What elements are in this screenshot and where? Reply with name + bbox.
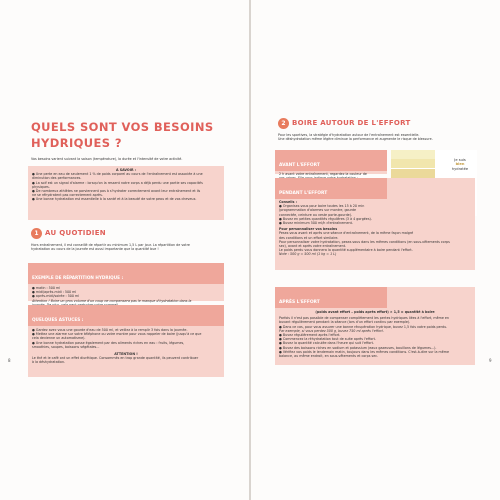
section-number-2: 2 xyxy=(278,118,289,129)
left-page xyxy=(0,0,249,500)
section-number-1: 1 xyxy=(31,228,42,239)
section-title-quotidien: AU QUOTIDIEN xyxy=(45,229,106,237)
page-number-right: 9 xyxy=(489,358,492,363)
page-title-line1: QUELS SONT VOS BESOINS xyxy=(31,120,214,134)
page-number-left: 8 xyxy=(8,358,11,363)
pendant-box: PENDANT L'EFFORT Conseils : ● Organisez-vous pour boire toutes les 15 à 20 min (programmation d'alarmes sur montre, gourde connectée, ceinture ou veste porte-gourde). ● Buvez en petites quantités régulières (3 à 4 gorgées). ● Buvez minimum 500 ml/h d'entraînement. Pour personnaliser vos besoins Pesez-vous avant et après une séance d'entraînement, de la même façon malgré des conditions et un effort similaire. Pour personnaliser votre hydratation, pesez-vous dans les mêmes conditions (en sous-vêtements corps sec), avant et après votre entraînement. Le poids perdu vous donnera la quantité supplémentaire à boire pendant l'effort. Note : 500 g = 500 ml (1 kg = 1 L) xyxy=(275,178,475,270)
tips-box-title: QUELQUES ASTUCES : xyxy=(32,317,84,322)
apres-box: APRÈS L'EFFORT (poids avant effort – poids après effort) × 1,5 = quantité à boire Parfois il n'est pas possible de compenser complètement les pertes hydriques liées à l'effort, même en buvant régulièrement pendant la séance (lors d'un effort continu par exemple). ● Dans ce cas, pour vous assurer une bonne récupération hydrique, buvez 1,5 fois votre poids perdu. Par exemple, si vous perdez 500 g, buvez 750 ml après l'effort. ● Buvez régulièrement après l'effort. ● Commencez la réhydratation tout de suite après l'effort. ● Buvez la quantité calculée dans l'heure qui suit l'effort. ● Buvez des boissons riches en sodium et potassium (eaux gazeuses, bouillons de légumes...). ● Vérifiez vos poids le lendemain matin, toujours dans les mêmes conditions. C'est-à-dire sur la même balance, au même endroit, en sous-vêtements et corps sec. xyxy=(275,287,475,365)
avant-box: AVANT L'EFFORT 2 h avant votre entraînement, regardez la couleur de xyxy=(275,150,387,174)
apres-title: APRÈS L'EFFORT xyxy=(279,300,320,305)
intro-text: Vos besoins varient suivant la saison (température), la durée et l'intensité de votre activité. xyxy=(31,157,183,161)
page-title-line2: HYDRIQUES ? xyxy=(31,136,122,150)
tips-box: QUELQUES ASTUCES : ● Gardez avec vous une gourde d'eau de 500 ml, et veillez à la remplir 3 fois dans la journée. ● Mettez une alarme sur votre téléphone ou votre montre pour vous rappeler de boire (jusqu'à ce que cela devienne un automatisme). ● Une bonne hydratation passe également par des aliments riches en eau : fruits, légumes, smoothies, soupes, boissons végétales... ATTENTION ! Le thé et le café ont un effet diurétique. Consommés en trop grande quantité, ils peuvent contribuer à la déshydratation. xyxy=(28,305,224,377)
attention-label: ATTENTION ! xyxy=(114,352,138,357)
section2-intro: Pour les sportives, la stratégie d'hydratation autour de l'entraînement est essentielle. Une déshydratation même légère diminue la performance et augmente le risque de blessure. xyxy=(278,133,433,142)
info-box-title: À SAVOIR : xyxy=(116,168,136,172)
avant-title: AVANT L'EFFORT xyxy=(279,163,320,168)
urine-color-band xyxy=(391,169,435,178)
apres-formula: (poids avant effort – poids après effort) × 1,5 = quantité à boire xyxy=(315,310,435,314)
right-page xyxy=(251,0,500,500)
example-box-title: EXEMPLE DE RÉPARTITION HYDRIQUE : xyxy=(32,275,124,280)
pendant-title: PENDANT L'EFFORT xyxy=(279,191,328,196)
urine-color-band xyxy=(391,150,435,159)
urine-label-hydrated: Je suis bien hydratée xyxy=(451,158,469,171)
section1-text: Hors entraînement, il est conseillé de répartir au minimum 1,5 L par jour. La répartition de votre hydratation au cours de la journée est aussi importante que la quantité bue ! xyxy=(31,243,190,252)
section-title-effort: BOIRE AUTOUR DE L'EFFORT xyxy=(292,119,411,127)
urine-color-band xyxy=(391,159,435,168)
info-box: À SAVOIR : ● Une perte en eau de seulement 1 % de poids corporel au cours de l'entraînement est associée à une diminution des performances. ● La soif est un signal d'alarme : lorsqu'on la ressent notre corps a déjà perdu une partie ses capacités physiques. ● De nombreux athlètes ne parviennent pas à s'hydrater correctement avant leur entraînement et ils ne se réhydratent pas correctement après. ● Une bonne hydratation est essentielle à la santé et à la beauté de votre peau et de vos cheveux. xyxy=(28,166,224,220)
example-box: EXEMPLE DE RÉPARTITION HYDRIQUE : ● matin : 500 ml ● midi/après-midi : 500 ml ● après-midi/soirée : 500 ml Attention ! Boire un gros volume d'un coup ne compensera pas le manque d'hydratation dans la xyxy=(28,263,224,301)
